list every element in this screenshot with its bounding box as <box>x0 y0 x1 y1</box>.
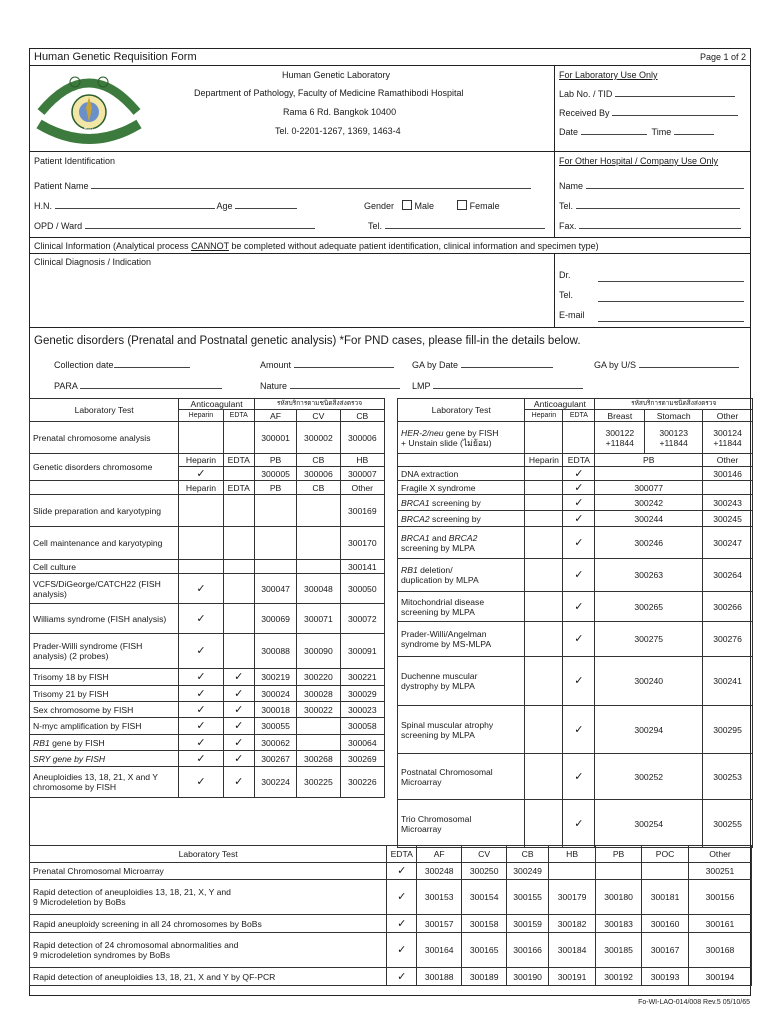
ga-date-label: GA by Date <box>412 359 553 370</box>
check-icon: ✓ <box>563 527 595 559</box>
lt-af-header: AF <box>254 410 296 422</box>
other-name-field[interactable] <box>586 180 744 189</box>
genetic-title: Genetic disorders (Prenatal and Postnatal genetic analysis) *For PND cases, please fill-in the details below. <box>34 335 581 347</box>
patient-name-field[interactable] <box>91 180 531 189</box>
lt-heparin-header: Heparin <box>179 410 223 422</box>
table-row[interactable]: Sex chromosome by FISH ✓ ✓ 300018 300022 300023 <box>30 702 385 718</box>
check-icon: ✓ <box>563 495 595 511</box>
check-icon: ✓ <box>387 968 417 986</box>
check-icon: ✓ <box>563 559 595 592</box>
collection-date-label: Collection date <box>54 359 190 370</box>
table-row[interactable]: VCFS/DiGeorge/CATCH22 (FISH analysis) ✓ 300047 300048 300050 <box>30 574 385 604</box>
check-icon: ✓ <box>563 800 595 848</box>
page-number: Page 1 of 2 <box>699 52 746 62</box>
female-checkbox[interactable] <box>457 200 467 210</box>
lab-use-title: For Laboratory Use Only <box>559 70 658 80</box>
collection-date-field[interactable] <box>114 359 190 368</box>
age-field[interactable] <box>235 200 297 209</box>
clinical-info-row <box>30 238 750 254</box>
dr-field[interactable] <box>598 273 744 282</box>
date-field[interactable] <box>581 126 647 135</box>
patient-name-label: Patient Name <box>34 180 531 191</box>
ga-date-field[interactable] <box>461 359 553 368</box>
table-row[interactable]: Aneuploidies 13, 18, 21, X and Y chromosome by FISH ✓ ✓ 300224 300225 300226 <box>30 767 385 798</box>
table-row[interactable]: Trio Chromosomal Microarray ✓ 300254 300255 <box>398 800 753 848</box>
gender-group: Gender Male Female <box>364 201 500 211</box>
table-row[interactable]: Rapid detection of aneuploidies 13, 18, 21, X and Y by QF-PCR ✓ 300188 300189 300190 300191 300192 300193 300194 <box>30 968 752 986</box>
requisition-form <box>29 48 751 996</box>
check-icon: ✓ <box>223 669 254 686</box>
lab-address: Rama 6 Rd. Bangkok 10400 <box>283 107 397 117</box>
dr-tel-field[interactable] <box>598 293 744 302</box>
lt-anticoag-header: Anticoagulant <box>179 399 255 410</box>
bt-lab-test-header: Laboratory Test <box>30 846 387 863</box>
right-test-table: Laboratory Test Anticoagulant รหัสบริการตามชนิดสิ่งส่งตรวจ Heparin EDTA Breast Stomach Other HER-2/neu gene by FISH + Unstain slide (ไม่ย้อม) 300122 +11844 300123 +11844 300124 +11844 Heparin EDTA PB Other DNA extraction ✓ 300146 Fragile X syndrome ✓ 300077 BRCA1 screening by ✓ 300242 300243 BRCA2 screening by ✓ 300244 300245 BRCA1 and BRCA2 screening by MLPA ✓ 300246 300247 RB1 deletion/ duplication by MLPA ✓ 300263 300264 Mitochondrial disease screening by MLPA ✓ 300265 300266 Prader-Willi/Angelman syndrome by MS-MLPA ✓ 300275 300276 Duchenne muscular dystrophy by MLPA ✓ 300240 300241 Spinal muscular atrophy screening by MLPA ✓ 300294 300295 Postnatal Chromosomal Microarray ✓ 300252 300253 Trio Chromosomal Microarray ✓ 300254 300255 <box>397 398 753 848</box>
diagnosis-label: Clinical Diagnosis / Indication <box>34 257 152 267</box>
received-field[interactable] <box>612 107 738 116</box>
check-icon: ✓ <box>563 706 595 754</box>
check-icon: ✓ <box>563 592 595 622</box>
title-row <box>30 49 750 66</box>
check-icon: ✓ <box>179 669 223 686</box>
check-icon: ✓ <box>223 702 254 718</box>
patient-tel-label: Tel. <box>368 220 545 231</box>
lt-edta-header: EDTA <box>223 410 254 422</box>
amount-field[interactable] <box>294 359 394 368</box>
para-label: PARA <box>54 380 222 391</box>
rt-thai-code-header: รหัสบริการตามชนิดสิ่งส่งตรวจ <box>595 399 753 410</box>
table-row[interactable]: Slide preparation and karyotyping 300169 <box>30 495 385 527</box>
lt-cv-header: CV <box>297 410 340 422</box>
check-icon: ✓ <box>179 702 223 718</box>
table-row[interactable]: Prader-Willi/Angelman syndrome by MS-MLPA ✓ 300275 300276 <box>398 622 753 657</box>
check-icon: ✓ <box>179 634 223 669</box>
check-icon: ✓ <box>387 915 417 933</box>
form-title: Human Genetic Requisition Form <box>34 51 197 63</box>
lab-no-field[interactable] <box>615 88 735 97</box>
genetic-section <box>30 328 752 398</box>
table-row[interactable]: BRCA2 screening by ✓ 300244 300245 <box>398 511 753 527</box>
patient-id-title: Patient Identification <box>34 156 116 166</box>
check-icon: ✓ <box>387 863 417 880</box>
hn-label: H.N. Age <box>34 200 297 211</box>
amount-label: Amount <box>260 359 394 370</box>
table-row[interactable]: Trisomy 18 by FISH ✓ ✓ 300219 300220 300221 <box>30 669 385 686</box>
other-tel-field[interactable] <box>576 200 740 209</box>
lmp-label: LMP <box>412 380 583 391</box>
check-icon: ✓ <box>179 718 223 735</box>
table-row[interactable]: Prader-Willi syndrome (FISH analysis) (2 probes) ✓ 300088 300090 300091 <box>30 634 385 669</box>
check-icon: ✓ <box>223 767 254 798</box>
clinical-info-text: Clinical Information (Analytical process CANNOT be completed without adequate patient identification, clinical information and specimen type) <box>34 241 599 251</box>
table-row[interactable]: Trisomy 21 by FISH ✓ ✓ 300024 300028 300029 <box>30 686 385 702</box>
check-icon: ✓ <box>179 735 223 751</box>
check-icon: ✓ <box>563 481 595 495</box>
patient-tel-field[interactable] <box>385 220 545 229</box>
opd-field[interactable] <box>85 220 315 229</box>
table-row[interactable]: Mitochondrial disease screening by MLPA ✓ 300265 300266 <box>398 592 753 622</box>
check-icon: ✓ <box>387 933 417 968</box>
ga-us-field[interactable] <box>639 359 739 368</box>
check-icon: ✓ <box>179 574 223 604</box>
lt-thai-code-header: รหัสบริการตามชนิดสิ่งส่งตรวจ <box>254 399 384 410</box>
bottom-test-table: Laboratory Test EDTA AF CV CB HB PB POC Other Prenatal Chromosomal Microarray ✓ 300248 300250 300249 300251 Rapid detection of aneuploidies 13, 18, 21, X, Y and 9 Microdeletion by BoBs ✓ 300153 300154 300155 300179 300180 300181 300156 Rapid aneuploidy screening in all 24 chromosomes by BoBs ✓ 300157 300158 300159 300182 300183 300160 300161 Rapid detection of 24 chromosomal abnormalities and 9 microdeletion syndromes by BoBs ✓ 300164 300165 300166 300184 300185 300167 300168 Rapid detection of aneuploidies 13, 18, 21, X and Y by QF-PCR ✓ 300188 300189 300190 300191 300192 300193 300194 <box>29 845 752 986</box>
rt-anticoag-header: Anticoagulant <box>525 399 595 410</box>
check-icon: ✓ <box>179 751 223 767</box>
table-row[interactable]: Duchenne muscular dystrophy by MLPA ✓ 300240 300241 <box>398 657 753 706</box>
diagnosis-row <box>30 254 750 328</box>
other-tel-label: Tel. <box>559 200 740 211</box>
form-footer-code: Fo-WI-LAO-014/008 Rev.5 05/10/65 <box>638 999 750 1006</box>
table-row[interactable]: N-myc amplification by FISH ✓ ✓ 300055 300058 <box>30 718 385 735</box>
check-icon: ✓ <box>387 880 417 915</box>
hospital-logo <box>33 72 145 146</box>
table-row[interactable]: RB1 gene by FISH ✓ ✓ 300062 300064 <box>30 735 385 751</box>
check-icon: ✓ <box>563 657 595 706</box>
male-checkbox[interactable] <box>402 200 412 210</box>
table-row[interactable]: ✓ 300005 300006 300007 <box>30 467 385 481</box>
table-row[interactable]: HER-2/neu gene by FISH + Unstain slide (ไม่ย้อม) 300122 +11844 300123 +11844 300124 +11844 <box>398 422 753 454</box>
date-label: Date Time <box>559 126 714 137</box>
table-row[interactable]: Prenatal chromosome analysis 300001 300002 300006 <box>30 422 385 454</box>
other-hosp-title: For Other Hospital / Company Use Only <box>559 156 719 166</box>
table-row[interactable]: SRY gene by FISH ✓ ✓ 300267 300268 300269 <box>30 751 385 767</box>
ga-us-label: GA by U/S <box>594 359 739 370</box>
check-icon: ✓ <box>179 467 223 481</box>
check-icon: ✓ <box>563 467 595 481</box>
lt-lab-test-header: Laboratory Test <box>30 399 179 422</box>
email-label: E-mail <box>559 310 585 320</box>
table-row[interactable]: RB1 deletion/ duplication by MLPA ✓ 300263 300264 <box>398 559 753 592</box>
check-icon: ✓ <box>563 622 595 657</box>
check-icon: ✓ <box>563 511 595 527</box>
time-field[interactable] <box>674 126 714 135</box>
other-fax-field[interactable] <box>579 220 741 229</box>
opd-label: OPD / Ward <box>34 220 315 231</box>
table-row[interactable]: Postnatal Chromosomal Microarray ✓ 300252 300253 <box>398 754 753 800</box>
left-test-table: Laboratory Test Anticoagulant รหัสบริการตามชนิดสิ่งส่งตรวจ Heparin EDTA AF CV CB Prenatal chromosome analysis 300001 300002 300006 Genetic disorders chromosome Heparin EDTA PB CB HB ✓ 300005 300006 300007 Heparin EDTA PB CB Other Slide preparation and karyotyping 300169 Cell maintenance and karyotyping 300170 Cell culture 300141 VCFS/DiGeorge/CATCH22 (FISH analysis) ✓ 300047 300048 300050 Williams syndrome (FISH analysis) ✓ 300069 300071 300072 Prader-Willi syndrome (FISH analysis) (2 probes) ✓ 300088 300090 300091 Trisomy 18 by FISH ✓ ✓ 300219 300220 300221 Trisomy 21 by FISH ✓ ✓ 300024 300028 300029 Sex chromosome by FISH ✓ ✓ 300018 300022 300023 N-myc amplification by FISH ✓ ✓ 300055 300058 RB1 gene by FISH ✓ ✓ 300062 300064 SRY gene by FISH ✓ ✓ 300267 300268 300269 Aneuploidies 13, 18, 21, X and Y chromosome by FISH ✓ ✓ 300224 300225 300226 <box>29 398 385 798</box>
lab-name: Human Genetic Laboratory <box>282 70 391 80</box>
table-row[interactable]: BRCA1 and BRCA2 screening by MLPA ✓ 300246 300247 <box>398 527 753 559</box>
para-field[interactable] <box>80 380 222 389</box>
hn-field[interactable] <box>55 200 215 209</box>
lab-tel: Tel. 0-2201-1267, 1369, 1463-4 <box>275 126 401 136</box>
dr-tel-label: Tel. <box>559 290 574 300</box>
other-fax-label: Fax. <box>559 220 741 231</box>
table-row[interactable]: Cell maintenance and karyotyping 300170 <box>30 527 385 560</box>
lmp-field[interactable] <box>433 380 583 389</box>
lab-header-row <box>30 66 750 152</box>
check-icon: ✓ <box>223 718 254 735</box>
nature-field[interactable] <box>290 380 400 389</box>
email-field[interactable] <box>598 313 744 322</box>
check-icon: ✓ <box>223 735 254 751</box>
check-icon: ✓ <box>563 754 595 800</box>
table-row[interactable]: DNA extraction ✓ 300146 <box>398 467 753 481</box>
table-row[interactable]: Rapid aneuploidy screening in all 24 chromosomes by BoBs ✓ 300157 300158 300159 300182 300183 300160 300161 <box>30 915 752 933</box>
svg-text:มหาวิทยาลัย: มหาวิทยาลัย <box>72 127 106 134</box>
table-row[interactable]: Spinal muscular atrophy screening by MLPA ✓ 300294 300295 <box>398 706 753 754</box>
table-row[interactable]: Fragile X syndrome ✓ 300077 <box>398 481 753 495</box>
table-row[interactable]: Williams syndrome (FISH analysis) ✓ 300069 300071 300072 <box>30 604 385 634</box>
check-icon: ✓ <box>223 686 254 702</box>
lt-cb-header: CB <box>340 410 384 422</box>
check-icon: ✓ <box>179 767 223 798</box>
check-icon: ✓ <box>179 686 223 702</box>
patient-row <box>30 152 750 238</box>
other-name-label: Name <box>559 180 744 191</box>
table-row[interactable]: Rapid detection of 24 chromosomal abnormalities and 9 microdeletion syndromes by BoBs ✓ 300164 300165 300166 300184 300185 300167 300168 <box>30 933 752 968</box>
check-icon: ✓ <box>223 751 254 767</box>
received-label: Received By <box>559 107 738 118</box>
check-icon: ✓ <box>179 604 223 634</box>
dr-label: Dr. <box>559 270 571 280</box>
rt-lab-test-header: Laboratory Test <box>398 399 525 422</box>
lab-no-label: Lab No. / TID <box>559 88 735 99</box>
table-row[interactable]: Cell culture 300141 <box>30 560 385 574</box>
table-row[interactable]: Rapid detection of aneuploidies 13, 18, 21, X, Y and 9 Microdeletion by BoBs ✓ 300153 300154 300155 300179 300180 300181 300156 <box>30 880 752 915</box>
lab-department: Department of Pathology, Faculty of Medicine Ramathibodi Hospital <box>194 88 464 98</box>
table-row[interactable]: Prenatal Chromosomal Microarray ✓ 300248 300250 300249 300251 <box>30 863 752 880</box>
table-row[interactable]: BRCA1 screening by ✓ 300242 300243 <box>398 495 753 511</box>
nature-label: Nature <box>260 380 400 391</box>
